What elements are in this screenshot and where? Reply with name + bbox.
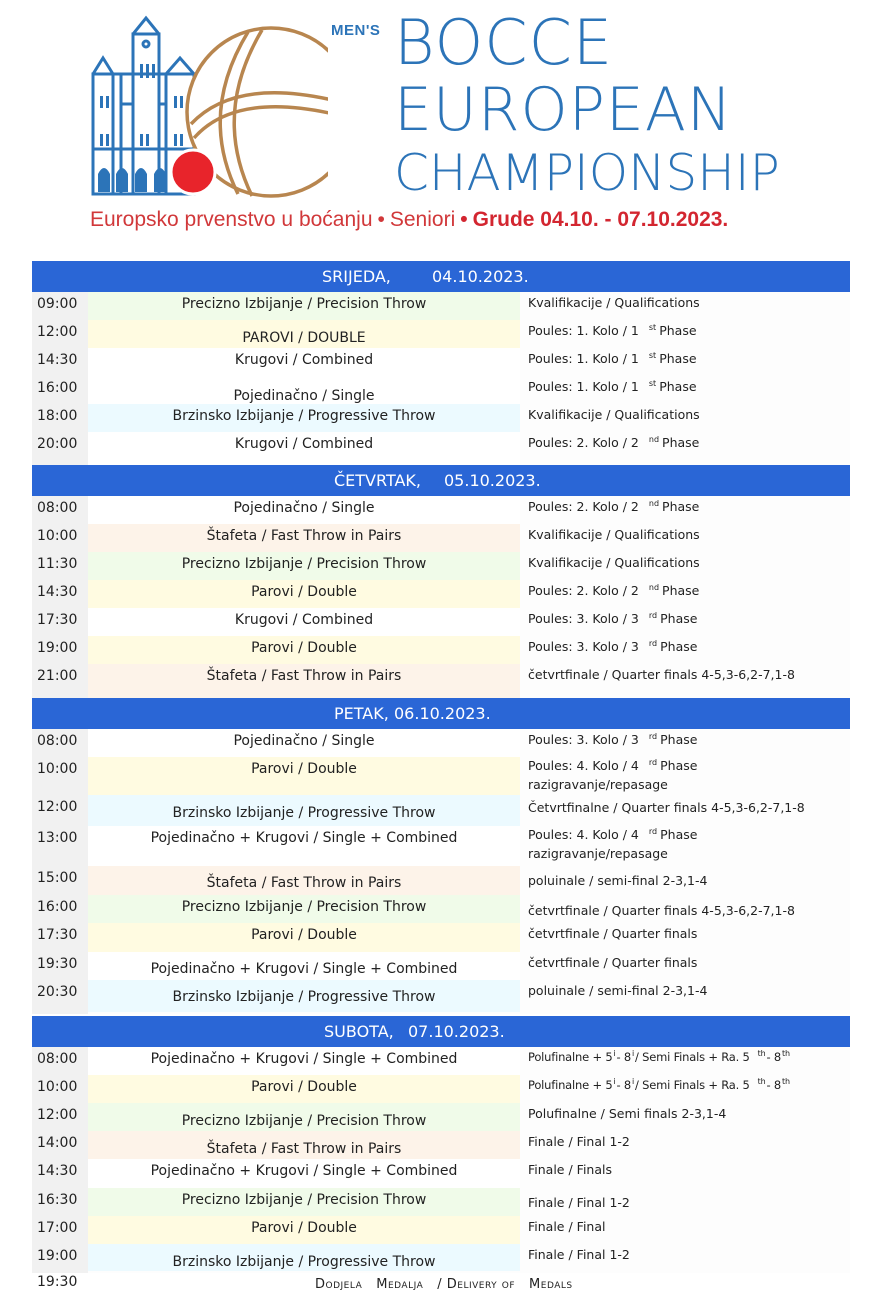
phase-text: - 8 (766, 1078, 782, 1092)
event-phase (528, 1077, 846, 1095)
event-discipline: Brzinsko Izbijanje / Progressive Throw (172, 1254, 436, 1270)
phase-text: Phase (659, 351, 697, 366)
phase-text: Kvalifikacije / Qualifications (528, 295, 700, 310)
event-time: 12:00 (37, 799, 78, 815)
event-discipline: Krugovi / Combined (234, 352, 374, 368)
mens-label: MEN'S (331, 22, 381, 39)
event-phase (528, 925, 846, 942)
event-phase (528, 638, 846, 657)
phase-text: četvrtfinale / Quarter finals (528, 926, 698, 941)
phase-text: Polufinalne / Semi finals 2-3,1-4 (528, 1106, 727, 1121)
event-discipline: Pojedinačno / Single (233, 388, 375, 404)
phase-text: Phase (662, 583, 700, 598)
phase-text: Finale / Finals (528, 1162, 612, 1177)
event-phase (528, 1105, 846, 1122)
ordinal-suffix: th (757, 1077, 766, 1086)
ordinal-suffix: th (757, 1049, 766, 1058)
event-phase (528, 902, 846, 919)
event-time: 12:00 (37, 1107, 78, 1123)
event-time: 14:30 (37, 1163, 78, 1179)
event-discipline: Precizno Izbijanje / Precision Throw (181, 899, 427, 915)
ordinal-suffix: nd (648, 499, 660, 508)
event-phase (528, 1049, 846, 1067)
event-time: 17:30 (37, 927, 78, 943)
event-phase (528, 757, 846, 793)
header (0, 0, 890, 250)
event-discipline: Parovi / Double (251, 927, 357, 943)
phase-text: Phase (660, 611, 698, 626)
title-bocce: BOCCE (394, 6, 614, 79)
event-time: 17:00 (37, 1220, 78, 1236)
day-date: 06.10.2023. (394, 704, 491, 723)
event-time: 19:00 (37, 1248, 78, 1264)
phase-text: Phase (660, 639, 698, 654)
subtitle-location-dates: Grude 04.10. - 07.10.2023. (472, 208, 729, 231)
medal-ceremony-label (315, 1277, 587, 1292)
title-championship: CHAMPIONSHIP (394, 144, 780, 202)
medal-ceremony-word: Medals (529, 1277, 573, 1292)
bullet: • (460, 208, 468, 231)
event-time: 10:00 (37, 528, 78, 544)
phase-text: / Semi Finals + Ra. 5 (635, 1050, 750, 1064)
event-phase (528, 666, 846, 683)
event-time: 12:00 (37, 324, 78, 340)
ordinal-suffix: rd (648, 639, 658, 648)
event-time: 16:00 (37, 380, 78, 396)
day-date: 04.10.2023. (432, 267, 529, 286)
event-time: 19:30 (37, 1274, 78, 1290)
day-section (32, 261, 850, 489)
event-time: 17:30 (37, 612, 78, 628)
event-discipline: Brzinsko Izbijanje / Progressive Throw (172, 989, 436, 1005)
event-time: 18:00 (37, 408, 78, 424)
event-phase (528, 582, 846, 601)
ordinal-suffix: nd (648, 435, 660, 444)
event-time: 21:00 (37, 668, 78, 684)
phase-text: Phase (662, 499, 700, 514)
event-time: 14:30 (37, 352, 78, 368)
phase-text: Poules: 2. Kolo / 2 (528, 583, 639, 598)
event-phase (528, 406, 846, 423)
ordinal-suffix: i (632, 1077, 635, 1086)
jack-ball-icon (171, 150, 215, 194)
event-discipline: Pojedinačno / Single (233, 500, 375, 516)
ordinal-suffix: i (613, 1077, 616, 1086)
event-phase (528, 1218, 846, 1235)
event-discipline: Precizno Izbijanje / Precision Throw (181, 296, 427, 312)
phase-text: Finale / Final 1-2 (528, 1134, 630, 1149)
ordinal-suffix: rd (648, 827, 658, 836)
phase-text: Poules: 3. Kolo / 3 (528, 639, 639, 654)
ordinal-suffix: rd (648, 611, 658, 620)
medal-ceremony-word: / Delivery of (437, 1277, 516, 1292)
event-phase (528, 1133, 846, 1150)
event-discipline: PAROVI / DOUBLE (242, 330, 366, 346)
event-time: 13:00 (37, 830, 78, 846)
subtitle-croatian: Europsko prvenstvo u boćanju (90, 208, 373, 231)
event-discipline: Precizno Izbijanje / Precision Throw (181, 1113, 427, 1129)
event-phase (528, 1161, 846, 1178)
event-discipline: Pojedinačno / Single (233, 733, 375, 749)
day-section (32, 465, 850, 721)
ordinal-suffix: th (782, 1077, 790, 1086)
day-header-bar (32, 1016, 850, 1047)
event-time: 16:30 (37, 1192, 78, 1208)
event-discipline: Krugovi / Combined (234, 436, 374, 452)
event-discipline: Precizno Izbijanje / Precision Throw (181, 1192, 427, 1208)
phase-text: poluinale / semi-final 2-3,1-4 (528, 873, 708, 888)
day-name: PETAK, (334, 704, 389, 723)
phase-text: Phase (662, 435, 700, 450)
day-header-bar (32, 698, 850, 729)
day-rows (32, 496, 850, 721)
title-european: EUROPEAN (394, 75, 733, 145)
day-name: ČETVRTAK, (334, 471, 422, 490)
event-time: 20:00 (37, 436, 78, 452)
event-phase (528, 731, 846, 750)
event-phase (528, 434, 846, 453)
event-discipline: Štafeta / Fast Throw in Pairs (206, 1141, 402, 1157)
event-discipline: Krugovi / Combined (234, 612, 374, 628)
event-discipline: Parovi / Double (251, 1079, 357, 1095)
event-discipline: Parovi / Double (251, 640, 357, 656)
phase-text: / Semi Finals + Ra. 5 (635, 1078, 750, 1092)
bullet: • (377, 208, 385, 231)
phase-text: Phase (659, 323, 697, 338)
day-date: 07.10.2023. (408, 1022, 505, 1041)
event-discipline: Precizno Izbijanje / Precision Throw (181, 556, 427, 572)
event-time: 09:00 (37, 296, 78, 312)
phase-text: četvrtfinale / Quarter finals 4-5,3-6,2-7,1-8 (528, 667, 795, 682)
event-time: 10:00 (37, 1079, 78, 1095)
medal-ceremony-row (32, 1270, 850, 1300)
phase-text: Finale / Final (528, 1219, 606, 1234)
event-discipline: Parovi / Double (251, 584, 357, 600)
event-discipline: Parovi / Double (251, 761, 357, 777)
event-phase (528, 1246, 846, 1263)
event-time: 14:00 (37, 1135, 78, 1151)
day-header-bar (32, 465, 850, 496)
phase-text: Phase (659, 379, 697, 394)
event-discipline: Pojedinačno + Krugovi / Single + Combined (150, 961, 458, 977)
day-rows (32, 729, 850, 1014)
event-discipline: Pojedinačno + Krugovi / Single + Combined (150, 830, 458, 846)
phase-text: četvrtfinale / Quarter finals 4-5,3-6,2-7,1-8 (528, 903, 795, 918)
event-phase (528, 872, 846, 889)
event-time: 11:30 (37, 556, 78, 572)
event-discipline: Brzinsko Izbijanje / Progressive Throw (172, 805, 436, 821)
event-time: 15:00 (37, 870, 78, 886)
medal-ceremony-word: Medalja (376, 1277, 424, 1292)
event-time: 19:00 (37, 640, 78, 656)
phase-text: - 8 (616, 1050, 632, 1064)
event-phase (528, 826, 846, 862)
phase-text: Poules: 4. Kolo / 4 (528, 758, 639, 773)
day-rows (32, 292, 850, 489)
event-discipline: Brzinsko Izbijanje / Progressive Throw (172, 408, 436, 424)
medal-ceremony-word: Dodjela (315, 1277, 363, 1292)
event-discipline: Štafeta / Fast Throw in Pairs (206, 668, 402, 684)
day-date: 05.10.2023. (444, 471, 541, 490)
phase-text: Poules: 3. Kolo / 3 (528, 611, 639, 626)
day-section (32, 698, 850, 1014)
phase-text: Polufinalne + 5 (528, 1050, 613, 1064)
event-discipline: Štafeta / Fast Throw in Pairs (206, 875, 402, 891)
phase-text: Phase (660, 827, 698, 842)
event-time: 20:30 (37, 984, 78, 1000)
day-name: SRIJEDA, (322, 267, 391, 286)
phase-text: Poules: 1. Kolo / 1 (528, 351, 639, 366)
event-time: 08:00 (37, 1051, 78, 1067)
phase-text: - 8 (616, 1078, 632, 1092)
event-time: 08:00 (37, 500, 78, 516)
subtitle-seniors: Seniori (389, 208, 456, 231)
event-phase (528, 799, 846, 816)
event-phase (528, 378, 846, 397)
event-discipline: Parovi / Double (251, 1220, 357, 1236)
event-phase (528, 350, 846, 369)
event-discipline: Pojedinačno + Krugovi / Single + Combined (150, 1051, 458, 1067)
ordinal-suffix: th (782, 1049, 790, 1058)
phase-text-secondary: razigravanje/repasage (528, 777, 668, 792)
event-phase (528, 294, 846, 311)
phase-text: Kvalifikacije / Qualifications (528, 555, 700, 570)
phase-text: Finale / Final 1-2 (528, 1195, 630, 1210)
phase-text: Polufinalne + 5 (528, 1078, 613, 1092)
phase-text: poluinale / semi-final 2-3,1-4 (528, 983, 708, 998)
ordinal-suffix: st (648, 351, 657, 360)
event-time: 19:30 (37, 956, 78, 972)
event-time: 08:00 (37, 733, 78, 749)
phase-text: Poules: 2. Kolo / 2 (528, 435, 639, 450)
championship-logo (88, 14, 328, 199)
event-discipline: Pojedinačno + Krugovi / Single + Combined (150, 1163, 458, 1179)
phase-text: Poules: 2. Kolo / 2 (528, 499, 639, 514)
event-time: 14:30 (37, 584, 78, 600)
phase-text: Poules: 1. Kolo / 1 (528, 323, 639, 338)
ordinal-suffix: rd (648, 732, 658, 741)
phase-text: Poules: 3. Kolo / 3 (528, 732, 639, 747)
phase-text: Phase (660, 758, 698, 773)
event-phase (528, 498, 846, 517)
ordinal-suffix: st (648, 323, 657, 332)
ordinal-suffix: rd (648, 758, 658, 767)
event-phase (528, 554, 846, 571)
event-phase (528, 526, 846, 543)
ordinal-suffix: st (648, 379, 657, 388)
phase-text: Poules: 1. Kolo / 1 (528, 379, 639, 394)
event-phase (528, 610, 846, 629)
phase-text-secondary: razigravanje/repasage (528, 846, 668, 861)
phase-text: Phase (660, 732, 698, 747)
day-name: SUBOTA, (324, 1022, 394, 1041)
event-phase (528, 1194, 846, 1211)
ordinal-suffix: i (632, 1049, 635, 1058)
day-rows (32, 1047, 850, 1273)
phase-text: Poules: 4. Kolo / 4 (528, 827, 639, 842)
phase-text: Finale / Final 1-2 (528, 1247, 630, 1262)
event-discipline: Štafeta / Fast Throw in Pairs (206, 528, 402, 544)
phase-text: Kvalifikacije / Qualifications (528, 407, 700, 422)
day-header-bar (32, 261, 850, 292)
subtitle (90, 208, 728, 232)
event-phase (528, 322, 846, 341)
event-phase (528, 954, 846, 971)
phase-text: četvrtfinale / Quarter finals (528, 955, 698, 970)
day-section (32, 1016, 850, 1273)
phase-text: Četvrtfinalne / Quarter finals 4-5,3-6,2-7,1-8 (528, 800, 805, 815)
event-phase (528, 982, 846, 999)
event-time: 16:00 (37, 899, 78, 915)
event-time: 10:00 (37, 761, 78, 777)
phase-text: Kvalifikacije / Qualifications (528, 527, 700, 542)
ordinal-suffix: nd (648, 583, 660, 592)
phase-text: - 8 (766, 1050, 782, 1064)
ordinal-suffix: i (613, 1049, 616, 1058)
